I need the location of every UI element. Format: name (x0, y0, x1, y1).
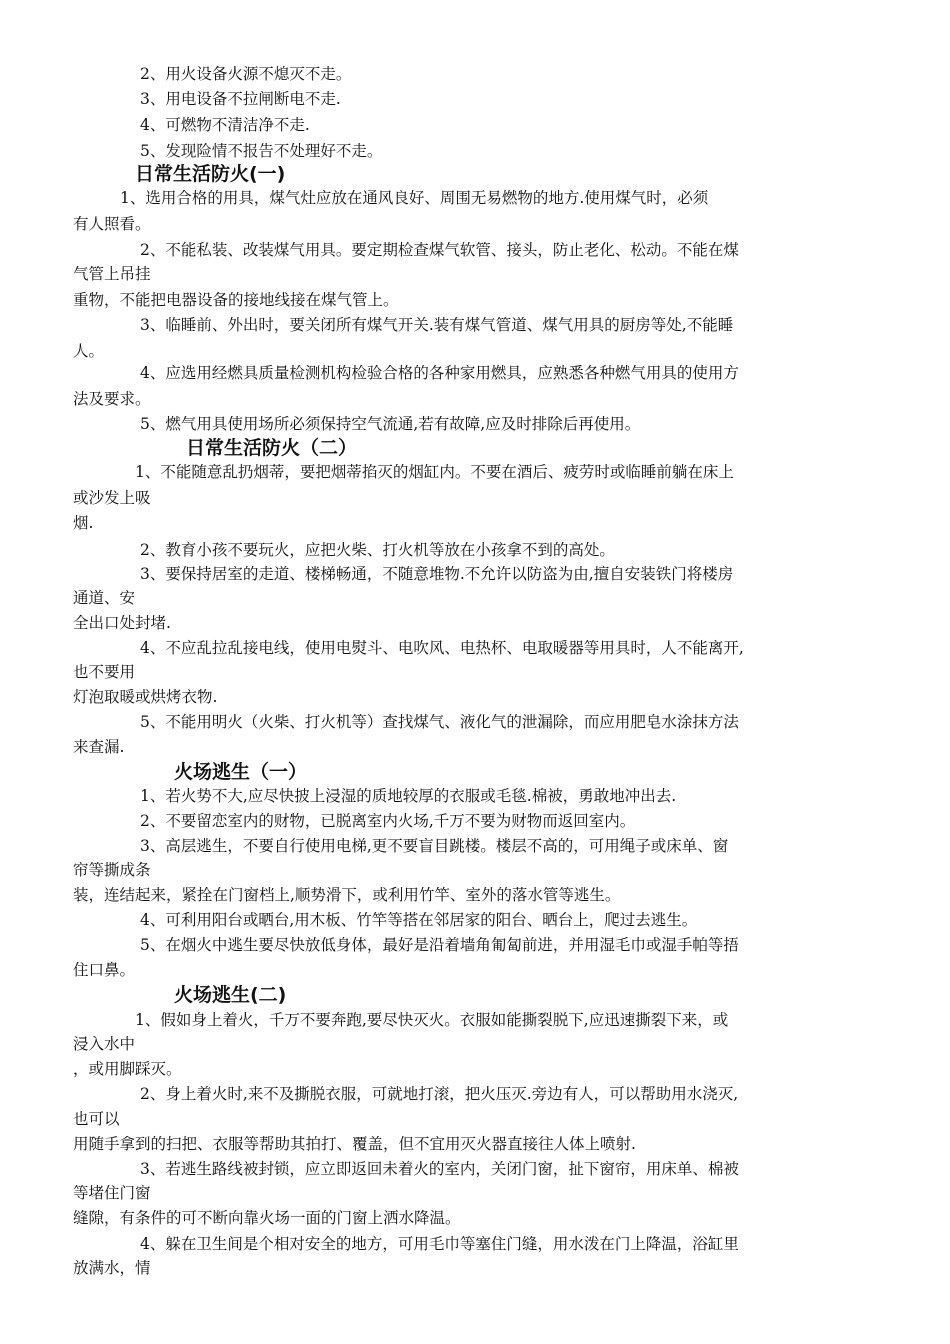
paragraph-line: 1、若火势不大,应尽快披上浸湿的质地较厚的衣服或毛毯.棉被，勇敢地冲出去. (140, 787, 677, 805)
paragraph-line: 住口鼻。 (73, 961, 136, 979)
intro-item-4: 4、可燃物不清洁净不走. (140, 116, 310, 134)
section-heading-2: 日常生活防火（二） (186, 437, 358, 459)
paragraph-line: 烟. (73, 514, 94, 532)
paragraph-line: 4、应选用经燃具质量检测机构检验合格的各种家用燃具，应熟悉各种燃气用具的使用方 (140, 364, 739, 382)
paragraph-line: 4、躲在卫生间是个相对安全的地方，可用毛巾等塞住门缝，用水泼在门上降温，浴缸里 (140, 1235, 739, 1253)
section-heading-4: 火场逃生(二) (174, 984, 287, 1006)
paragraph-line: 有人照看。 (73, 215, 151, 233)
paragraph-line: 装，连结起来，紧拴在门窗档上,顺势滑下，或利用竹竿、室外的落水管等逃生。 (73, 886, 621, 904)
paragraph-line: 2、不能私装、改装煤气用具。要定期检查煤气软管、接头，防止老化、松动。不能在煤 (140, 241, 739, 259)
paragraph-line: 用随手拿到的扫把、衣服等帮助其拍打、覆盖，但不宜用灭火器直接往人体上喷射. (73, 1135, 636, 1153)
paragraph-line: 放满水，情 (73, 1259, 151, 1277)
paragraph-line: 1、不能随意乱扔烟蒂，要把烟蒂掐灭的烟缸内。不要在酒后、疲劳时或临睡前躺在床上 (135, 463, 734, 481)
paragraph-line: 帘等撕成条 (73, 861, 151, 879)
paragraph-line: 2、身上着火时,来不及撕脱衣服，可就地打滚，把火压灭.旁边有人，可以帮助用水浇灭, (140, 1085, 739, 1103)
paragraph-line: 也可以 (73, 1110, 120, 1128)
paragraph-line: 浸入水中 (73, 1035, 136, 1053)
paragraph-line: 灯泡取暖或烘烤衣物. (73, 688, 218, 706)
paragraph-line: 5、在烟火中逃生要尽快放低身体，最好是沿着墙角匍匐前进，并用湿毛巾或湿手帕等捂 (140, 936, 739, 954)
paragraph-line: 法及要求。 (73, 390, 151, 408)
paragraph-line: 气管上吊挂 (73, 265, 151, 283)
paragraph-line: 1、选用合格的用具，煤气灶应放在通风良好、周围无易燃物的地方.使用煤气时，必须 (120, 189, 709, 207)
paragraph-line: 4、不应乱拉乱接电线，使用电熨斗、电吹风、电热杯、电取暖器等用具时，人不能离开, (140, 639, 744, 657)
paragraph-line: 5、燃气用具使用场所必须保持空气流通,若有故障,应及时排除后再使用。 (140, 415, 641, 433)
paragraph-line: ，或用脚踩灭。 (73, 1060, 182, 1078)
paragraph-line: 全出口处封堵. (73, 614, 171, 632)
paragraph-line: 5、不能用明火（火柴、打火机等）查找煤气、液化气的泄漏除，而应用肥皂水涂抹方法 (140, 713, 739, 731)
section-heading-3: 火场逃生（一） (174, 761, 308, 783)
intro-item-5: 5、发现险情不报告不处理好不走。 (140, 142, 383, 160)
intro-item-2: 2、用火设备火源不熄灭不走。 (140, 65, 352, 83)
paragraph-line: 3、若逃生路线被封锁，应立即返回未着火的室内，关闭门窗，扯下窗帘，用床单、棉被 (140, 1160, 739, 1178)
paragraph-line: 1、假如身上着火，千万不要奔跑,要尽快灭火。衣服如能撕裂脱下,应迅速撕裂下来，或 (135, 1011, 729, 1029)
paragraph-line: 人。 (73, 342, 105, 360)
section-heading-1: 日常生活防火(一) (135, 163, 286, 185)
paragraph-line: 2、教育小孩不要玩火，应把火柴、打火机等放在小孩拿不到的高处。 (140, 541, 615, 559)
paragraph-line: 缝隙，有条件的可不断向靠火场一面的门窗上洒水降温。 (73, 1209, 461, 1227)
paragraph-line: 也不要用 (73, 663, 136, 681)
paragraph-line: 3、要保持居室的走道、楼梯畅通，不随意堆物.不允许以防盗为由,擅自安装铁门将楼房 (140, 565, 734, 583)
paragraph-line: 3、高层逃生，不要自行使用电梯,更不要盲目跳楼。楼层不高的，可用绳子或床单、窗 (140, 837, 729, 855)
paragraph-line: 3、临睡前、外出时，要关闭所有煤气开关.装有煤气管道、煤气用具的厨房等处,不能睡 (140, 316, 734, 334)
paragraph-line: 来查漏. (73, 738, 125, 756)
paragraph-line: 等堵住门窗 (73, 1184, 151, 1202)
paragraph-line: 2、不要留恋室内的财物，已脱离室内火场,千万不要为财物而返回室内。 (140, 812, 636, 830)
paragraph-line: 4、可利用阳台或晒台,用木板、竹竿等搭在邻居家的阳台、晒台上，爬过去逃生。 (140, 911, 698, 929)
intro-item-3: 3、用电设备不拉闸断电不走. (140, 90, 341, 108)
paragraph-line: 重物，不能把电器设备的接地线接在煤气管上。 (73, 291, 399, 309)
paragraph-line: 通道、安 (73, 589, 136, 607)
paragraph-line: 或沙发上吸 (73, 489, 151, 507)
